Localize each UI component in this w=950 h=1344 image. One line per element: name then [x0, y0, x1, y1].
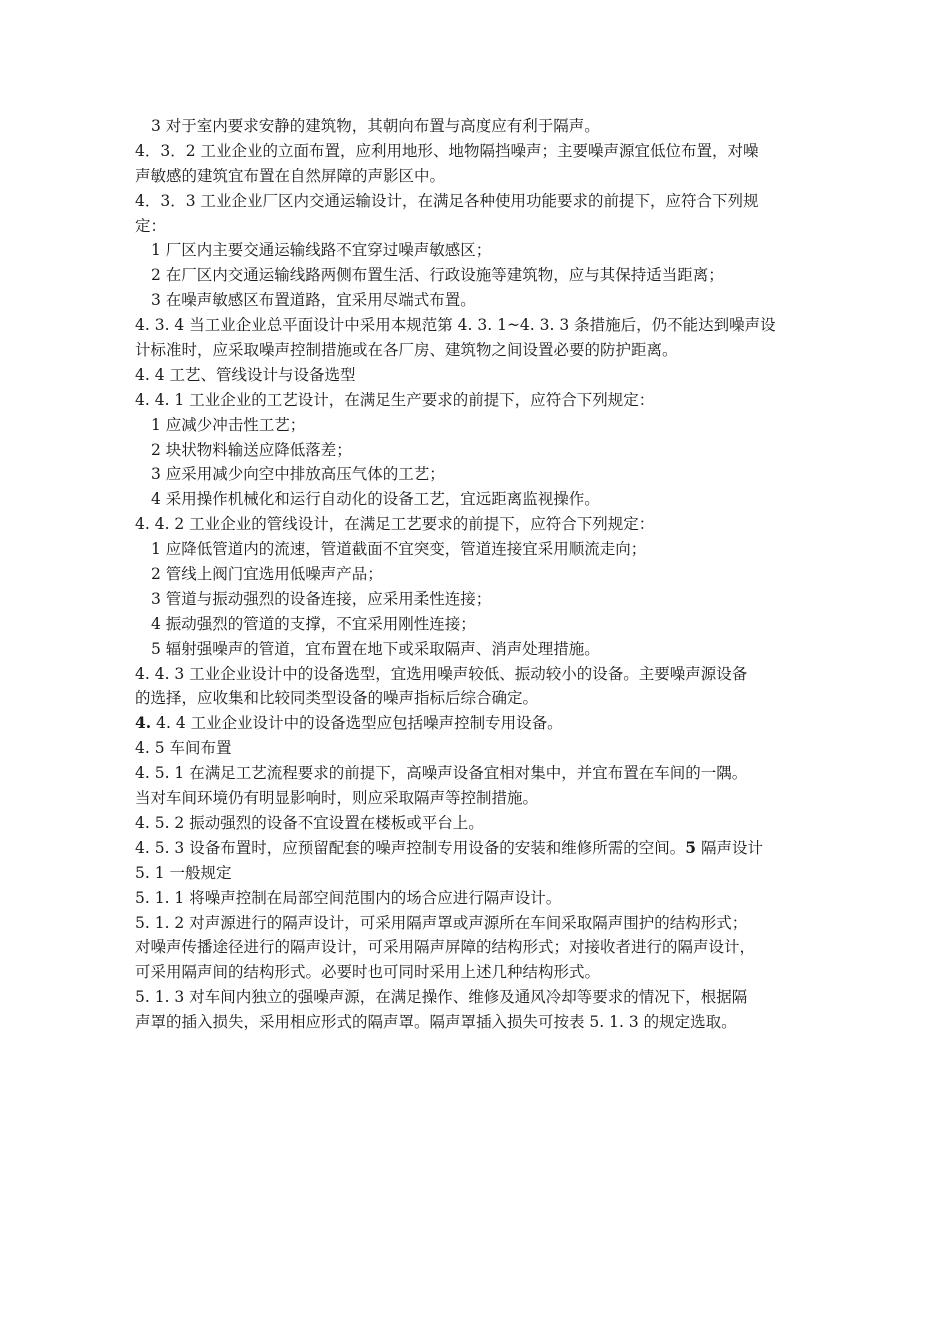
text-line: 定： [135, 216, 167, 235]
text-line: 可采用隔声间的结构形式。必要时也可同时采用上述几种结构形式。 [135, 963, 601, 982]
text-line: 5. 1 一般规定 [135, 863, 232, 882]
text-line: 3 对于室内要求安静的建筑物，其朝向布置与高度应有利于隔声。 [151, 117, 600, 135]
text-line: 5. 1. 2 对声源进行的隔声设计，可采用隔声罩或声源所在车间采取隔声围护的结构形式； [135, 913, 748, 932]
text-line: 2 管线上阀门宜选用低噪声产品； [151, 565, 383, 584]
text-line: 1 厂区内主要交通运输线路不宜穿过噪声敏感区； [151, 241, 492, 260]
text-line [135, 711, 817, 736]
text-line: 4. 5 车间布置 [135, 739, 232, 758]
text-run: 4. 4 工业企业设计中的设备选型应包括噪声控制专用设备。 [151, 714, 563, 733]
text-line: 计标准时，应采取噪声控制措施或在各厂房、建筑物之间设置必要的防护距离。 [135, 341, 678, 360]
text-line: 对噪声传播途径进行的隔声设计，可采用隔声屏障的结构形式；对接收者进行的隔声设计， [135, 938, 756, 957]
text-line: 的选择，应收集和比较同类型设备的噪声指标后综合确定。 [135, 689, 539, 708]
text-line: 4 采用操作机械化和运行自动化的设备工艺，宜远距离监视操作。 [151, 490, 600, 509]
text-run: 4. 5. 3 设备布置时，应预留配套的噪声控制专用设备的安装和维修所需的空间。 [135, 838, 686, 857]
text-line: 4. 3. 4 当工业企业总平面设计中采用本规范第 4. 3. 1~4. 3. 3 条措施后，仍不能达到噪声设 [135, 316, 776, 335]
text-line: 4. 4. 1 工业企业的工艺设计，在满足生产要求的前提下，应符合下列规定： [135, 390, 655, 409]
text-line: 3 在噪声敏感区布置道路，宜采用尽端式布置。 [151, 291, 476, 310]
bold-number: 5 [685, 837, 697, 857]
text-line: 5. 1. 3 对车间内独立的强噪声源，在满足操作、维修及通风冷却等要求的情况下，根据隔 [135, 988, 748, 1007]
text-line: 2 在厂区内交通运输线路两侧布置生活、行政设施等建筑物，应与其保持适当距离； [151, 266, 724, 285]
text-line: 4. 5. 2 振动强烈的设备不宜设置在楼板或平台上。 [135, 813, 484, 832]
text-line [135, 836, 817, 861]
text-line: 4．3．2 工业企业的立面布置，应利用地形、地物隔挡噪声；主要噪声源宜低位布置，对噪 [135, 141, 759, 160]
text-line: 2 块状物料输送应降低落差； [151, 440, 352, 459]
text-line: 4. 4. 3 工业企业设计中的设备选型，宜选用噪声较低、振动较小的设备。主要噪声源设备 [135, 664, 748, 683]
bold-number: 4. [135, 713, 152, 733]
text-run: 隔声设计 [696, 838, 763, 857]
text-line: 4 振动强烈的管道的支撑，不宜采用刚性连接； [151, 614, 476, 633]
text-line: 4. 4 工艺、管线设计与设备选型 [135, 365, 356, 384]
text-line: 1 应减少冲击性工艺； [151, 415, 306, 434]
text-line: 3 应采用减少向空中排放高压气体的工艺； [151, 465, 445, 484]
text-line: 1 应降低管道内的流速，管道截面不宜突变，管道连接宜采用顺流走向； [151, 540, 647, 559]
text-line: 声敏感的建筑宜布置在自然屏障的声影区中。 [135, 166, 446, 185]
text-line: 4. 5. 1 在满足工艺流程要求的前提下，高噪声设备宜相对集中，并宜布置在车间的一隅。 [135, 764, 748, 783]
text-line: 5. 1. 1 将噪声控制在局部空间范围内的场合应进行隔声设计。 [135, 888, 562, 907]
text-line: 5 辐射强噪声的管道，宜布置在地下或采取隔声、消声处理措施。 [151, 639, 600, 658]
text-line: 4．3．3 工业企业厂区内交通运输设计，在满足各种使用功能要求的前提下，应符合下列规 [135, 191, 759, 210]
text-line: 当对车间环境仍有明显影响时，则应采取隔声等控制措施。 [135, 789, 539, 808]
document-body [135, 114, 817, 1035]
text-line: 声罩的插入损失，采用相应形式的隔声罩。隔声罩插入损失可按表 5. 1. 3 的规定选取。 [135, 1013, 737, 1032]
text-line: 3 管道与振动强烈的设备连接，应采用柔性连接； [151, 589, 492, 608]
text-line: 4. 4. 2 工业企业的管线设计，在满足工艺要求的前提下，应符合下列规定： [135, 515, 655, 534]
